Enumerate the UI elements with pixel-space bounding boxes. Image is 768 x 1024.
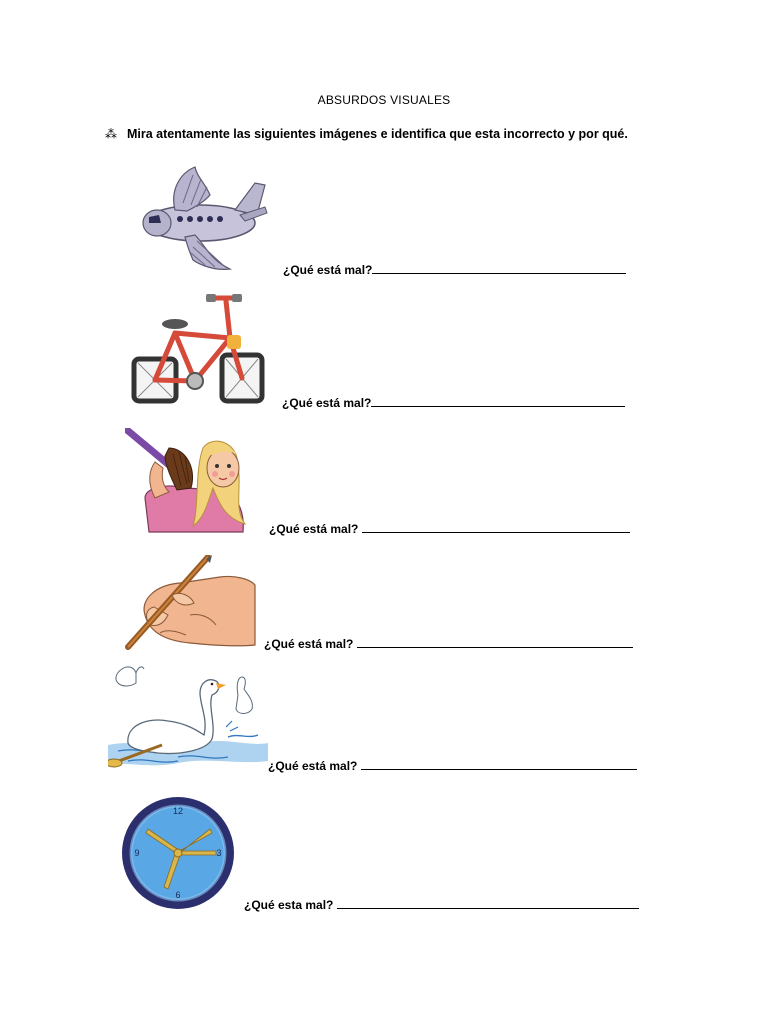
question-3 — [269, 522, 630, 536]
question-1 — [283, 263, 626, 277]
answer-line[interactable] — [362, 522, 630, 533]
answer-line[interactable] — [337, 898, 639, 909]
page-title: ABSURDOS VISUALES — [317, 93, 451, 107]
answer-line[interactable] — [357, 637, 633, 648]
girl-image — [125, 428, 265, 533]
answer-line[interactable] — [372, 263, 626, 274]
question-label: ¿Qué está mal? — [268, 759, 361, 773]
question-6 — [244, 898, 639, 912]
answer-line[interactable] — [371, 396, 625, 407]
question-label: ¿Qué está mal? — [282, 396, 372, 410]
question-label: ¿Qué está mal? — [283, 263, 373, 277]
question-4 — [264, 637, 633, 651]
svg-text:9: 9 — [134, 848, 140, 858]
question-2 — [282, 396, 625, 410]
question-5 — [268, 759, 637, 773]
answer-line[interactable] — [361, 759, 637, 770]
svg-text:12: 12 — [172, 806, 184, 816]
svg-text:3: 3 — [216, 848, 222, 858]
question-label: ¿Qué está mal? — [269, 522, 362, 536]
airplane-image — [135, 165, 270, 275]
svg-text:6: 6 — [175, 890, 181, 900]
instruction-text: Mira atentamente las siguientes imágenes e identifica que esta incorrecto y por qué. — [127, 127, 628, 141]
clock-image — [118, 793, 242, 913]
question-label: ¿Qué esta mal? — [244, 898, 337, 912]
bicycle-image — [130, 293, 265, 408]
hand-image — [120, 555, 260, 655]
bullet-icon: ⁂ — [105, 127, 117, 141]
instruction — [105, 127, 628, 141]
swan-image — [108, 665, 268, 775]
question-label: ¿Qué está mal? — [264, 637, 357, 651]
